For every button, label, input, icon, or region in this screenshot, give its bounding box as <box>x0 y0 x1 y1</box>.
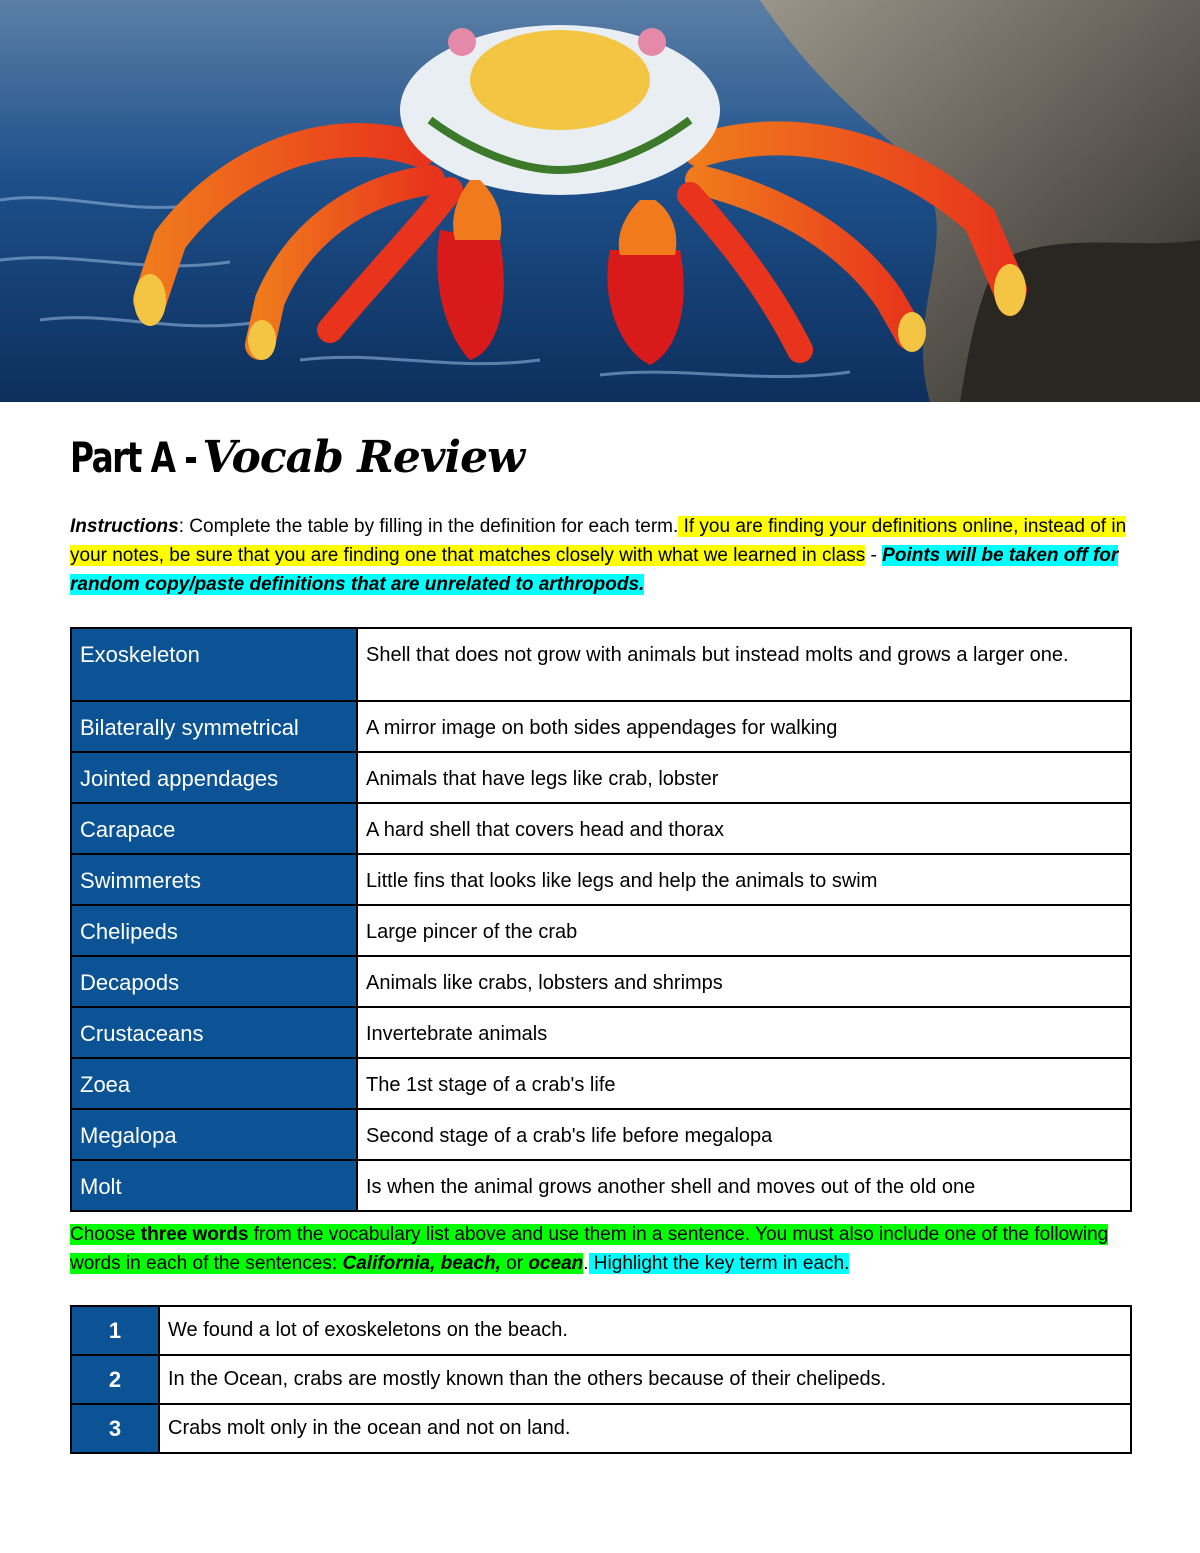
vocab-definition[interactable]: Little fins that looks like legs and help the animals to swim <box>357 854 1131 905</box>
part-a-title <box>70 432 524 492</box>
prompt-period: . <box>583 1253 589 1274</box>
vocab-definition[interactable]: Animals that have legs like crab, lobster <box>357 752 1131 803</box>
instructions-separator: - <box>865 545 883 566</box>
prompt-text: or <box>500 1253 529 1274</box>
table-row <box>71 1007 1131 1058</box>
instructions-cyan-highlight: Points will be taken off for random copy/paste definitions that are unrelated to arthropods. <box>70 545 1119 595</box>
vocab-term: Megalopa <box>71 1109 357 1160</box>
vocab-definition[interactable]: Invertebrate animals <box>357 1007 1131 1058</box>
vocab-term: Exoskeleton <box>71 628 357 701</box>
vocab-term: Molt <box>71 1160 357 1211</box>
instructions-text: : Complete the table by filling in the definition for each term. <box>178 516 679 537</box>
prompt-keyword-ocean: ocean <box>528 1253 584 1274</box>
table-row <box>71 905 1131 956</box>
table-row <box>71 1058 1131 1109</box>
table-row <box>71 803 1131 854</box>
table-row <box>71 854 1131 905</box>
instructions-yellow-highlight: If you are finding your definitions online, instead of in your notes, be sure that you are finding one that matches closely with what we learned in class <box>70 516 1127 566</box>
sentence-text[interactable]: In the Ocean, crabs are mostly known than the others because of their chelipeds. <box>159 1355 1131 1404</box>
table-row <box>71 1306 1131 1355</box>
vocab-table <box>70 627 1132 1212</box>
vocab-term: Crustaceans <box>71 1007 357 1058</box>
sentence-number: 1 <box>71 1306 159 1355</box>
vocab-term: Decapods <box>71 956 357 1007</box>
table-row <box>71 1160 1131 1211</box>
instructions-label: Instructions <box>70 516 179 537</box>
prompt-text: Choose <box>70 1224 141 1245</box>
sentence-table <box>70 1305 1132 1454</box>
instructions-paragraph <box>70 512 1132 599</box>
vocab-definition[interactable]: A mirror image on both sides appendages for walking <box>357 701 1131 752</box>
table-row <box>71 1404 1131 1453</box>
vocab-definition[interactable]: The 1st stage of a crab's life <box>357 1058 1131 1109</box>
table-row <box>71 701 1131 752</box>
prompt-bold: three words <box>140 1224 249 1245</box>
table-row <box>71 628 1131 701</box>
vocab-term: Swimmerets <box>71 854 357 905</box>
sentence-number: 2 <box>71 1355 159 1404</box>
vocab-term: Chelipeds <box>71 905 357 956</box>
table-row <box>71 1109 1131 1160</box>
vocab-term: Zoea <box>71 1058 357 1109</box>
prompt-keywords: California, beach, <box>342 1253 501 1274</box>
title-prefix: Part A - <box>70 433 197 482</box>
vocab-definition[interactable]: Is when the animal grows another shell and moves out of the old one <box>357 1160 1131 1211</box>
table-row <box>71 1355 1131 1404</box>
vocab-term: Carapace <box>71 803 357 854</box>
vocab-term: Jointed appendages <box>71 752 357 803</box>
prompt-cyan-highlight: Highlight the key term in each. <box>588 1253 850 1274</box>
vocab-definition[interactable]: Animals like crabs, lobsters and shrimps <box>357 956 1131 1007</box>
sentence-number: 3 <box>71 1404 159 1453</box>
sentence-text[interactable]: Crabs molt only in the ocean and not on land. <box>159 1404 1131 1453</box>
sentence-text[interactable]: We found a lot of exoskeletons on the beach. <box>159 1306 1131 1355</box>
vocab-definition[interactable]: A hard shell that covers head and thorax <box>357 803 1131 854</box>
prompt-text: from the vocabulary list above and use them in a sentence. You must also include one of the following words in each of the sentences: <box>70 1224 1109 1274</box>
vocab-definition[interactable]: Shell that does not grow with animals but instead molts and grows a larger one. <box>357 628 1131 701</box>
crab-photo <box>0 0 1200 402</box>
vocab-term: Bilaterally symmetrical <box>71 701 357 752</box>
table-row <box>71 752 1131 803</box>
vocab-definition[interactable]: Large pincer of the crab <box>357 905 1131 956</box>
sentence-prompt <box>70 1220 1132 1278</box>
vocab-definition[interactable]: Second stage of a crab's life before megalopa <box>357 1109 1131 1160</box>
table-row <box>71 956 1131 1007</box>
title-script: Vocab Review <box>202 432 524 483</box>
